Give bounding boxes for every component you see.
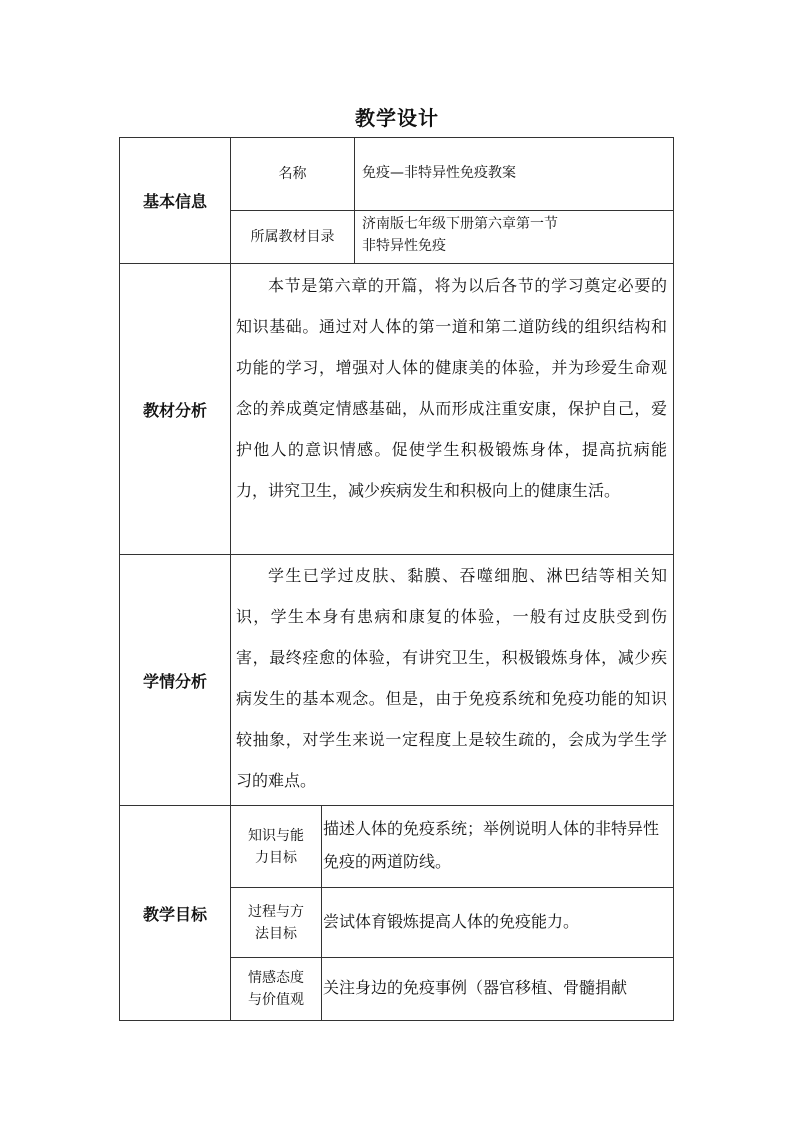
- material-analysis-label: 教材分析: [142, 400, 207, 420]
- emotion-goal-text: 关注身边的免疫事例（器官移植、骨髓捐献: [323, 978, 628, 997]
- catalog-value: [362, 213, 662, 257]
- student-analysis-label: 学情分析: [142, 671, 207, 691]
- knowledge-goal-label-line-2: 力目标: [255, 849, 297, 866]
- lesson-plan-table: [119, 137, 674, 1021]
- material-analysis-text: 本节是第六章的开篇，将为以后各节的学习奠定必要的知识基础。通过对人体的第一道和第二道防线的组织结构和功能的学习，增强对人体的健康美的体验，并为珍爱生命观念的养成奠定情感基础，从而形成注重安康，保护自己，爱护他人的意识情感。促使学生积极锻炼身体，提高抗病能力，讲究卫生，减少疾病发生和积极向上的健康生活。: [236, 276, 667, 500]
- teaching-goals-label: 教学目标: [142, 904, 207, 924]
- knowledge-goal-text: 描述人体的免疫系统；举例说明人体的非特异性免疫的两道防线。: [323, 819, 660, 871]
- catalog-label: 所属教材目录: [250, 229, 335, 245]
- name-label: 名称: [278, 166, 307, 182]
- process-goal-text: 尝试体育锻炼提高人体的免疫能力。: [323, 912, 580, 931]
- emotion-goal-label-line-2: 与价值观: [248, 992, 304, 1008]
- catalog-line-1: 济南版七年级下册第六章第一节: [362, 216, 558, 232]
- column-divider: [321, 805, 322, 1020]
- document-title: 教学设计: [355, 106, 439, 130]
- process-goal-label-line-2: 法目标: [255, 925, 297, 942]
- process-goal-label-line-1: 过程与方: [248, 903, 304, 920]
- name-value: 免疫—非特异性免疫教案: [362, 165, 516, 181]
- column-divider: [230, 263, 231, 805]
- process-goal-label: [231, 888, 321, 957]
- catalog-line-2: 非特异性免疫: [362, 238, 446, 254]
- emotion-goal-label-line-1: 情感态度: [248, 970, 304, 986]
- basic-info-label: 基本信息: [142, 192, 207, 211]
- column-divider: [354, 138, 355, 263]
- student-analysis-text: 学生已学过皮肤、黏膜、吞噬细胞、淋巴结等相关知识，学生本身有患病和康复的体验，一般有过皮肤受到伤害，最终痊愈的体验，有讲究卫生，积极锻炼身体，减少疾病发生的基本观念。但是，由于免疫系统和免疫功能的知识较抽象，对学生来说一定程度上是较生疏的，会成为学生学习的难点。: [236, 566, 667, 790]
- knowledge-goal-label: [231, 806, 321, 887]
- knowledge-goal-label-line-1: 知识与能: [248, 827, 304, 844]
- emotion-goal-label: [231, 958, 321, 1020]
